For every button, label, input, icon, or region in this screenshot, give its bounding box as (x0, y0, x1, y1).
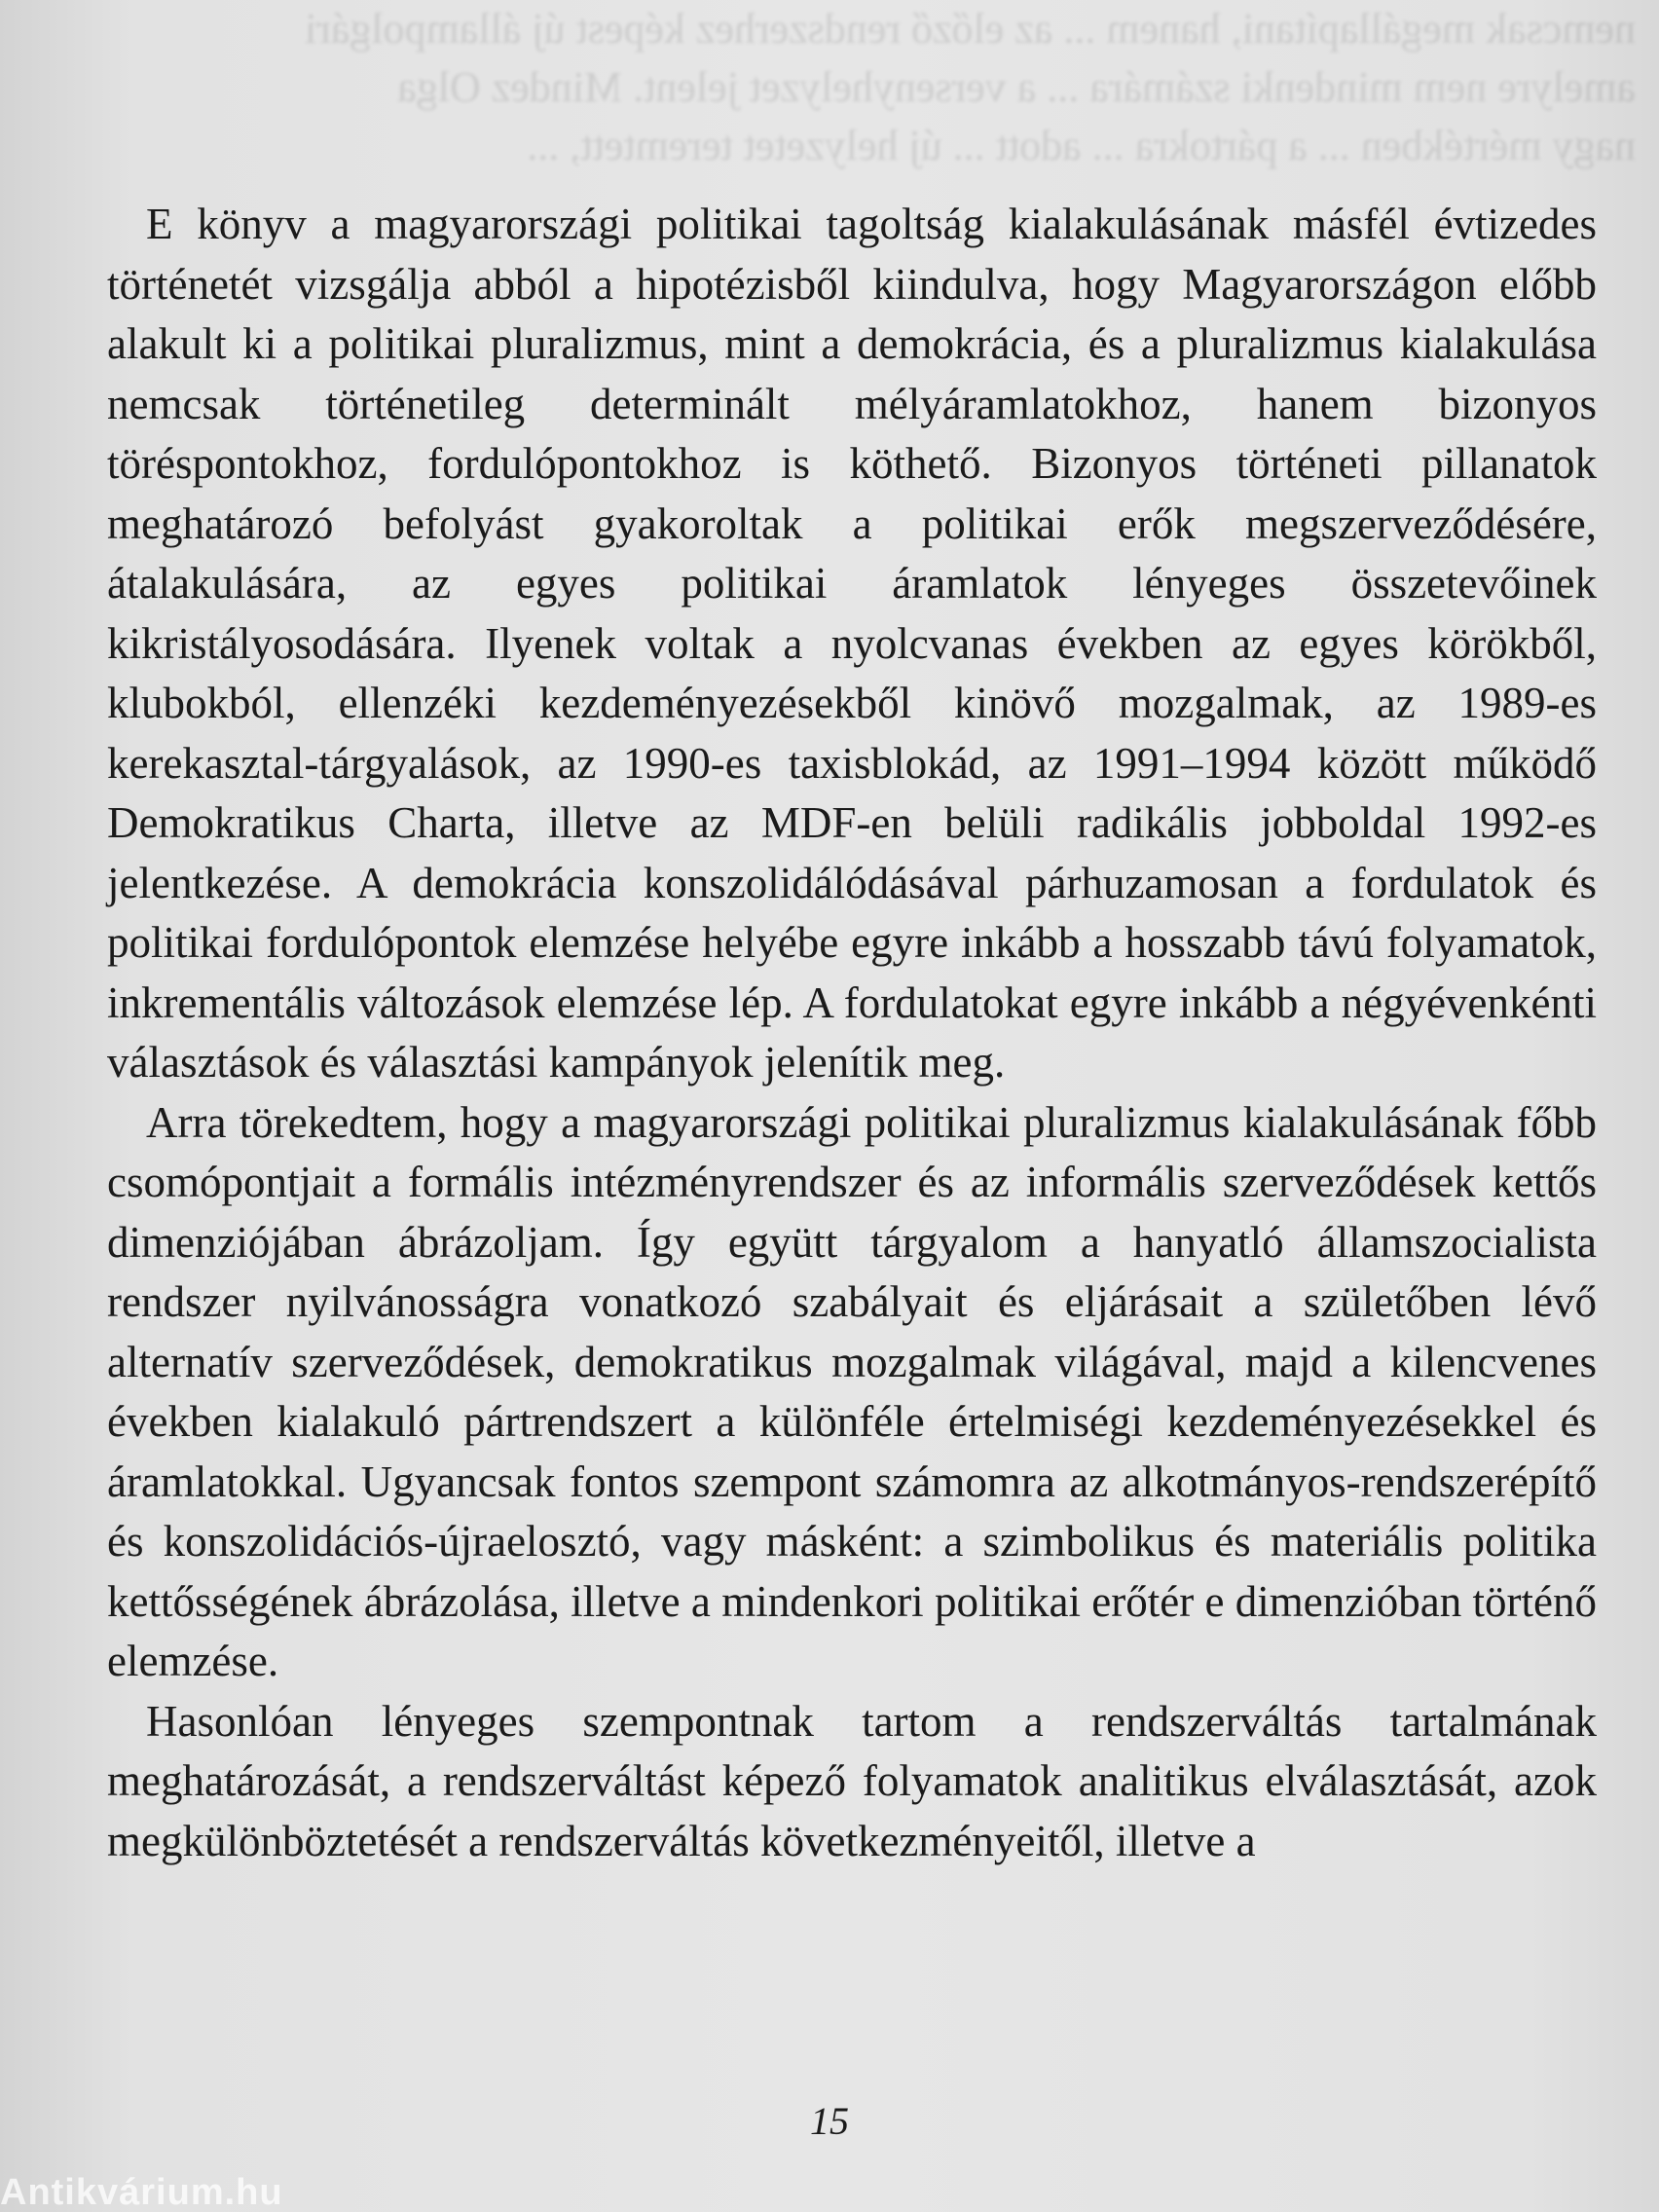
watermark: Antikvárium.hu (0, 2173, 283, 2212)
bleed-through-text (117, 0, 1636, 195)
paragraph-1: E könyv a magyarországi politikai tagoltság kialakulásának másfél évtizedes történetét vizsgálja abból a hipotézisből kiindulva, hogy Magyarországon előbb alakult ki a politikai pluralizmus, mint a demokrácia, és a pluralizmus kialakulása nemcsak történetileg determinált mélyáramlatokhoz, hanem bizonyos töréspontokhoz, fordulópontokhoz is köthető. Bizonyos történeti pillanatok meghatározó befolyást gyakoroltak a politikai erők megszerveződésére, átalakulására, az egyes politikai áramlatok lényeges összetevőinek kikristályosodására. Ilyenek voltak a nyolcvanas években az egyes körökből, klubokból, ellenzéki kezdeményezésekből kinövő mozgalmak, az 1989-es kerekasztal-tárgyalások, az 1990-es taxisblokád, az 1991–1994 között működő Demokratikus Charta, illetve az MDF-en belüli radikális jobboldal 1992-es jelentkezése. A demokrácia konszolidálódásával párhuzamosan a fordulatok és politikai fordulópontok elemzése helyébe egyre inkább a hosszabb távú folyamatok, inkrementális változások elemzése lép. A fordulatokat egyre inkább a négyévenkénti választások és választási kampányok jelenítik meg. (107, 200, 1597, 1087)
body-text (107, 195, 1597, 1871)
paragraph-2: Arra törekedtem, hogy a magyarországi politikai pluralizmus kialakulásának főbb csomópontjait a formális intézményrendszer és az informális szerveződések kettős dimenziójában ábrázoljam. Így együtt tárgyalom a hanyatló államszocialista rendszer nyilvánosságra vonatkozó szabályait és eljárásait a születőben lévő alternatív szerveződések, demokratikus mozgalmak világával, majd a kilencvenes években kialakuló pártrendszert a különféle értelmiségi kezdeményezésekkel és áramlatokkal. Ugyancsak fontos szempont számomra az alkotmányos-rendszerépítő és konszolidációs-újraelosztó, vagy másként: a szimbolikus és materiális politika kettősségének ábrázolása, illetve a mindenkori politikai erőtér e dimenzióban történő elemzése. (107, 1097, 1597, 1685)
bleed-line: amelyre nem mindenki számára ... a versenyhelyzet jelent. Mindez Olga (397, 63, 1636, 111)
paragraph-3: Hasonlóan lényeges szempontnak tartom a rendszerváltás tartalmának meghatározását, a rendszerváltást képező folyamatok analitikus elválasztását, azok megkülönböztetését a rendszerváltás következményeitől, illetve a (107, 1696, 1597, 1865)
bleed-line: nagy mértékben ... a pártokra ... adott ... új helyzetet teremtett, ... (527, 122, 1636, 169)
page-number: 15 (810, 2099, 849, 2143)
bleed-line: nemcsak megállapítani, hanem ... az előző rendszerhez képest új állampolgári (304, 5, 1636, 53)
